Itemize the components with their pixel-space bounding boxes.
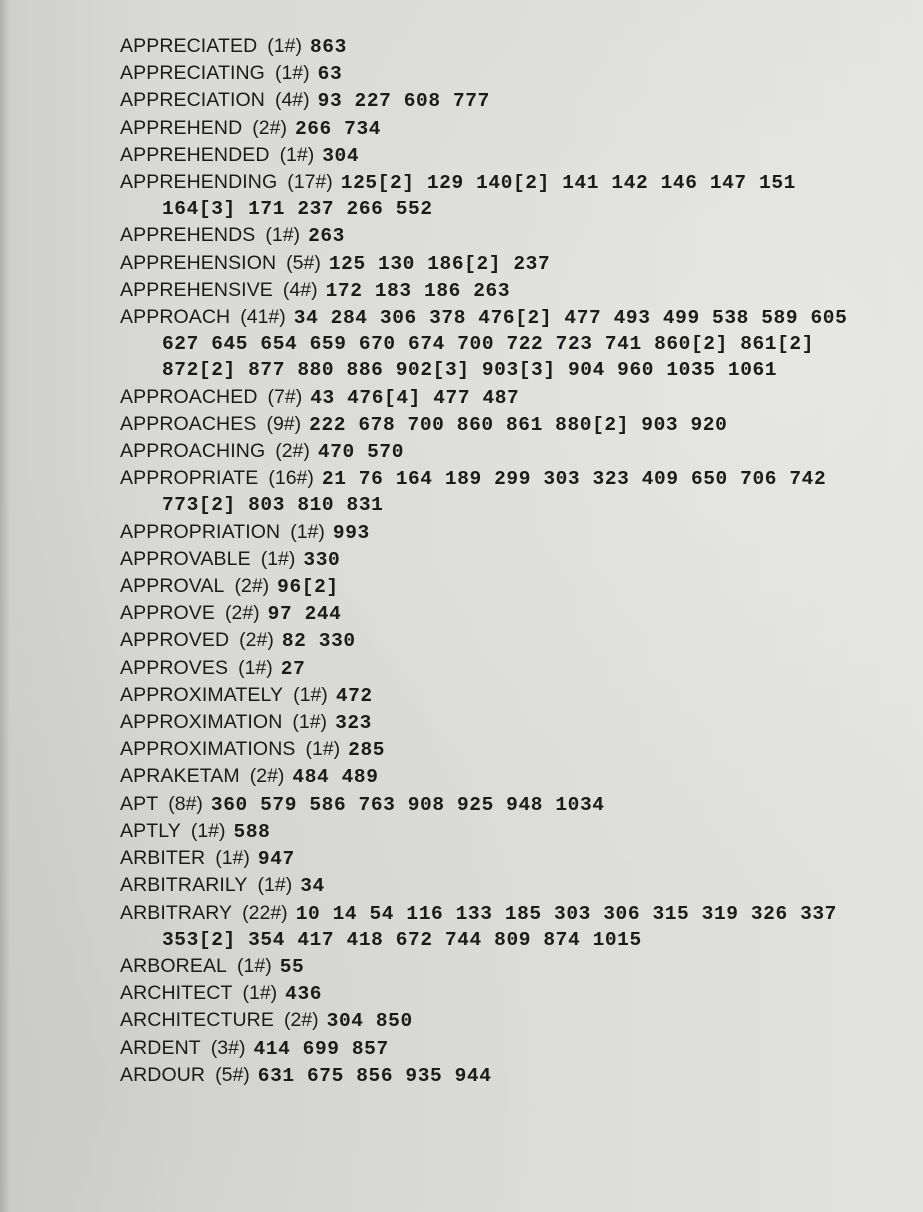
entry-page-references: 97 244 [267, 603, 342, 626]
page-edge-shadow [0, 0, 10, 1212]
index-entry [120, 627, 880, 654]
index-entry [120, 169, 880, 222]
index-entry [120, 222, 880, 249]
entry-count: (1#) [279, 143, 315, 166]
entry-page-references: 55 [279, 955, 305, 978]
entry-page-references: 484 489 [292, 766, 379, 789]
entry-count: (1#) [274, 62, 310, 85]
entry-page-references: 82 330 [281, 630, 356, 653]
index-entry [120, 900, 880, 953]
entry-term: APPROACHED [120, 385, 258, 408]
entry-count: (2#) [252, 116, 287, 139]
entry-term: APPREHEND [120, 116, 243, 139]
entry-term: APT [120, 792, 159, 815]
entry-term: APPREHENSIVE [120, 278, 273, 301]
entry-term: APPROVE [120, 602, 215, 625]
entry-count: (1#) [293, 683, 328, 706]
entry-page-references: 588 [233, 820, 271, 843]
entry-term: APPREHENSION [120, 251, 277, 274]
entry-count: (17#) [287, 171, 333, 194]
entry-count: (1#) [237, 954, 272, 977]
entry-count: (1#) [242, 982, 278, 1005]
entry-term: APPREHENDING [120, 171, 278, 194]
entry-page-references: 304 850 [326, 1010, 413, 1033]
entry-count: (1#) [305, 738, 341, 761]
entry-term: APPROXIMATIONS [120, 738, 296, 761]
entry-term: APPROPRIATION [120, 520, 281, 543]
entry-term: APPROACH [120, 306, 231, 329]
index-entry [120, 87, 880, 114]
entry-count: (16#) [268, 467, 314, 490]
entry-count: (2#) [239, 629, 274, 652]
entry-page-references: 470 570 [317, 441, 405, 464]
entry-page-references: 263 [308, 225, 345, 248]
entry-term: APPROXIMATELY [120, 683, 284, 706]
entry-count: (1#) [265, 224, 301, 247]
index-entry [120, 277, 880, 304]
entry-term: APPRECIATING [120, 62, 265, 85]
entry-count: (1#) [260, 547, 296, 570]
index-entry [120, 115, 880, 142]
entry-term: APTLY [120, 819, 181, 842]
index-entry [120, 763, 880, 790]
index-entry [120, 573, 880, 600]
index-entry [120, 33, 880, 60]
entry-term: APPREHENDS [120, 224, 256, 247]
entry-page-references: 43 476[4] 477 487 [310, 386, 520, 409]
entry-count: (1#) [267, 35, 302, 57]
entry-term: ARBITRARILY [120, 874, 248, 897]
entry-count: (1#) [190, 819, 226, 842]
entry-page-references: 10 14 54 116 133 185 303 306 315 319 326 337 353[2] 354 417 418 672 744 809 874 1015 [162, 902, 837, 951]
index-entry [120, 980, 880, 1007]
entry-count: (1#) [290, 520, 325, 543]
entry-page-references: 27 [280, 657, 306, 680]
entry-count: (1#) [292, 711, 328, 734]
entry-term: APPROVES [120, 656, 229, 679]
entry-count: (2#) [234, 575, 270, 598]
entry-count: (2#) [283, 1009, 319, 1032]
entry-term: APPREHENDED [120, 143, 270, 166]
entry-page-references: 21 76 164 189 299 303 323 409 650 706 742 773[2] 803 810 831 [162, 468, 827, 517]
entry-page-references: 125 130 186[2] 237 [328, 252, 551, 275]
index-entry [120, 709, 880, 736]
word-index-list [120, 33, 880, 1089]
index-entry [120, 845, 880, 872]
entry-page-references: 266 734 [294, 117, 382, 140]
entry-term: APRAKETAM [120, 765, 240, 788]
index-entry [120, 546, 880, 573]
entry-term: ARBITRARY [120, 901, 233, 924]
index-entry [120, 791, 880, 818]
entry-page-references: 323 [335, 712, 372, 735]
entry-term: APPROVAL [120, 575, 225, 598]
entry-count: (2#) [224, 602, 260, 625]
index-entry [120, 655, 880, 682]
index-entry [120, 953, 880, 980]
entry-count: (41#) [240, 306, 286, 329]
entry-count: (5#) [215, 1063, 250, 1086]
index-entry [120, 519, 880, 546]
entry-count: (3#) [210, 1036, 246, 1059]
entry-page-references: 360 579 586 763 908 925 948 1034 [210, 793, 605, 816]
index-entry [120, 736, 880, 763]
entry-page-references: 63 [317, 63, 343, 86]
entry-page-references: 631 675 856 935 944 [257, 1064, 492, 1087]
entry-term: APPROVED [120, 629, 230, 652]
entry-term: ARDENT [120, 1036, 201, 1059]
entry-term: APPROVABLE [120, 547, 251, 570]
entry-count: (2#) [275, 440, 310, 463]
entry-page-references: 96[2] [277, 576, 339, 599]
index-entry [120, 682, 880, 709]
index-entry [120, 304, 880, 384]
index-entry [120, 818, 880, 845]
entry-page-references: 285 [348, 739, 386, 762]
index-entry [120, 1007, 880, 1034]
index-entry [120, 250, 880, 277]
entry-page-references: 93 227 608 777 [317, 90, 490, 113]
entry-term: ARBOREAL [120, 954, 228, 977]
entry-term: APPRECIATION [120, 89, 265, 112]
entry-page-references: 34 284 306 378 476[2] 477 493 499 538 589 605 627 645 654 659 670 674 700 722 723 741 860[2] 861[2] 872[2] 877 880 886 902[3] 903[3] 904 960 1035 1061 [162, 307, 848, 382]
entry-page-references: 330 [303, 548, 341, 571]
entry-count: (1#) [215, 847, 250, 870]
index-entry [120, 142, 880, 169]
index-entry [120, 872, 880, 899]
entry-page-references: 34 [300, 875, 325, 898]
entry-page-references: 993 [332, 521, 370, 544]
entry-term: ARDOUR [120, 1063, 206, 1086]
entry-page-references: 436 [285, 983, 323, 1006]
entry-term: APPROACHING [120, 440, 266, 463]
index-entry [120, 600, 880, 627]
index-entry [120, 411, 880, 438]
entry-count: (1#) [238, 656, 273, 679]
entry-count: (8#) [168, 792, 203, 815]
entry-count: (4#) [282, 278, 318, 301]
index-entry [120, 1035, 880, 1062]
entry-count: (5#) [286, 251, 321, 274]
index-entry [120, 1062, 880, 1089]
entry-term: APPROPRIATE [120, 467, 259, 490]
entry-term: APPROACHES [120, 412, 257, 435]
entry-page-references: 414 699 857 [253, 1037, 389, 1060]
index-entry [120, 60, 880, 87]
entry-term: ARCHITECT [120, 982, 233, 1005]
entry-page-references: 947 [257, 848, 295, 871]
entry-term: ARCHITECTURE [120, 1009, 274, 1032]
entry-page-references: 863 [309, 36, 347, 58]
index-entry [120, 384, 880, 411]
entry-page-references: 125[2] 129 140[2] 141 142 146 147 151 164[3] 171 237 266 552 [162, 172, 796, 221]
entry-count: (1#) [257, 874, 293, 897]
entry-count: (2#) [249, 765, 285, 788]
entry-page-references: 172 183 186 263 [325, 279, 511, 302]
entry-term: APPRECIATED [120, 35, 258, 57]
entry-count: (22#) [242, 901, 288, 924]
entry-count: (7#) [267, 385, 303, 408]
entry-count: (9#) [266, 412, 302, 435]
entry-count: (4#) [274, 89, 310, 112]
index-entry [120, 438, 880, 465]
index-entry [120, 465, 880, 518]
entry-page-references: 304 [322, 144, 360, 167]
entry-term: APPROXIMATION [120, 711, 283, 734]
entry-term: ARBITER [120, 847, 206, 870]
entry-page-references: 472 [335, 684, 373, 707]
entry-page-references: 222 678 700 860 861 880[2] 903 920 [309, 413, 728, 436]
